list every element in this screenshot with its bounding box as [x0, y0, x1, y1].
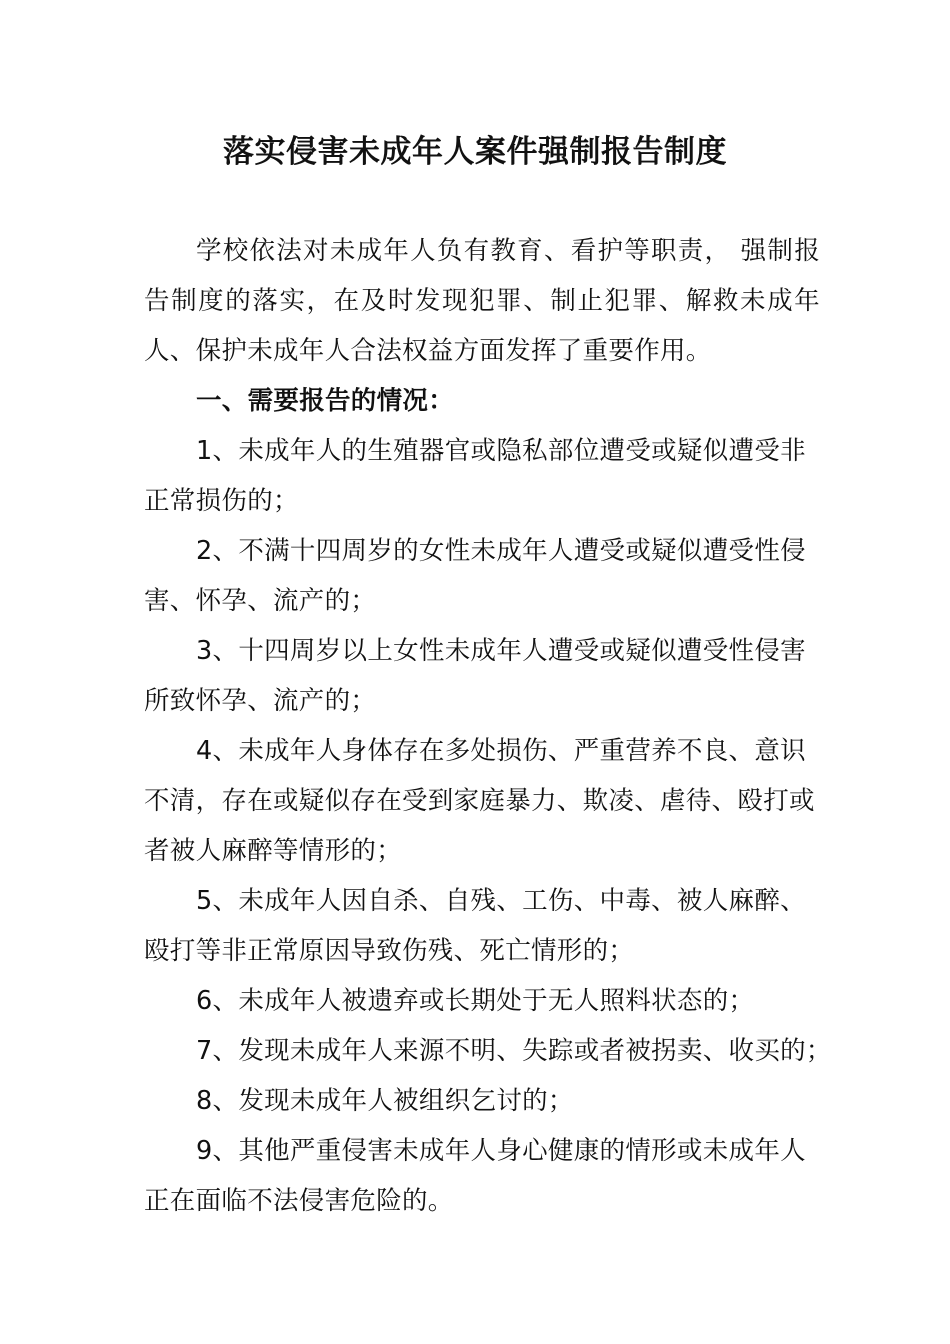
list-item-8: 8、发现未成年人被组织乞讨的； — [196, 1086, 574, 1116]
document-body — [144, 226, 832, 1226]
list-item-5: 5、未成年人因自杀、自残、工伤、中毒、被人麻醉、殴打等非正常原因导致伤残、死亡情形的； — [144, 886, 806, 966]
list-item-2: 2、不满十四周岁的女性未成年人遭受或疑似遭受性侵害、怀孕、流产的； — [144, 536, 806, 616]
intro-paragraph: 学校依法对未成年人负有教育、看护等职责， 强制报告制度的落实，在及时发现犯罪、制止犯罪、解救未成年人、保护未成年人合法权益方面发挥了重要作用。 — [144, 236, 820, 366]
document-title: 落实侵害未成年人案件强制报告制度 — [223, 134, 727, 170]
section-heading: 一、需要报告的情况： — [196, 386, 455, 416]
list-item-9: 9、其他严重侵害未成年人身心健康的情形或未成年人正在面临不法侵害危险的。 — [144, 1136, 806, 1216]
list-item-7: 7、发现未成年人来源不明、失踪或者被拐卖、收买的； — [196, 1036, 832, 1066]
list-item-3: 3、十四周岁以上女性未成年人遭受或疑似遭受性侵害所致怀孕、流产的； — [144, 636, 806, 716]
list-item-4: 4、未成年人身体存在多处损伤、严重营养不良、意识不清，存在或疑似存在受到家庭暴力、欺凌、虐待、殴打或者被人麻醉等情形的； — [144, 736, 815, 866]
list-item-1: 1、未成年人的生殖器官或隐私部位遭受或疑似遭受非正常损伤的； — [144, 436, 806, 516]
list-item-6: 6、未成年人被遗弃或长期处于无人照料状态的； — [196, 986, 755, 1016]
